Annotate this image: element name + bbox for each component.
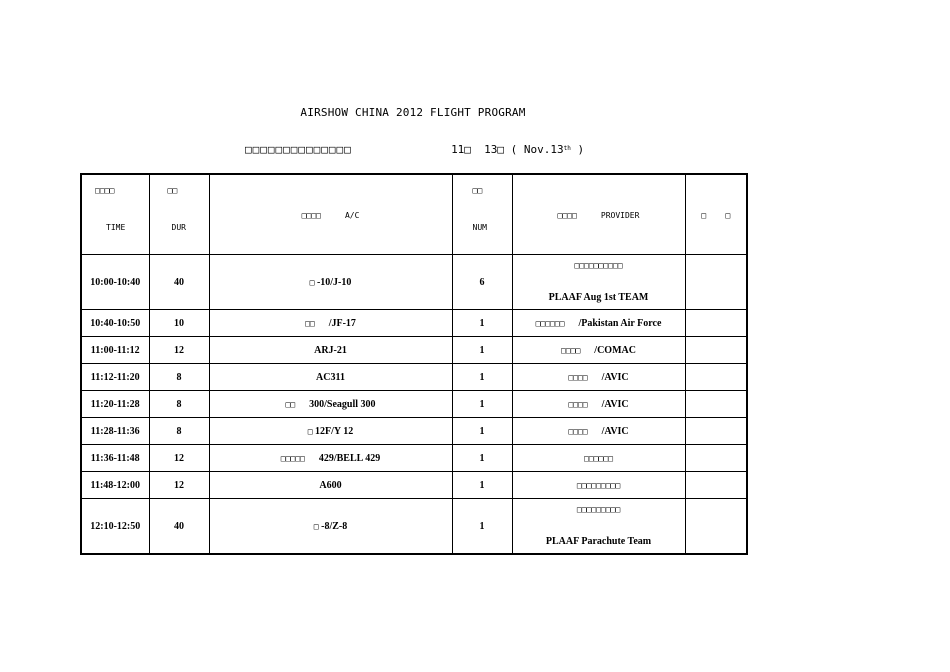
- table-row: [81, 255, 747, 310]
- row-number: 1: [452, 445, 512, 472]
- program-date: 11□ 13□ ( Nov.13: [451, 143, 564, 156]
- row-remark: [685, 472, 747, 499]
- provider-en: /COMAC: [594, 344, 636, 356]
- aircraft-en: 300/Seagull 300: [309, 398, 376, 410]
- row-duration: 10: [149, 310, 209, 337]
- aircraft-en: /JF-17: [328, 317, 356, 329]
- header-provider: [512, 174, 685, 255]
- row-aircraft: [209, 391, 452, 418]
- header-provider-label: □□□□ PROVIDER: [557, 211, 640, 220]
- row-remark: [685, 499, 747, 555]
- row-number: 1: [452, 337, 512, 364]
- row-remark: [685, 445, 747, 472]
- provider-cn: □□□□□□: [535, 318, 565, 328]
- row-remark: [685, 337, 747, 364]
- provider-cn: □□□□□□: [584, 453, 613, 463]
- table-row: [81, 364, 747, 391]
- header-num-cn: □□: [472, 186, 483, 195]
- header-remark-label: □ □: [701, 211, 731, 220]
- row-time: 10:40-10:50: [81, 310, 149, 337]
- row-aircraft: [209, 499, 452, 555]
- date-suffix: th: [563, 145, 571, 152]
- row-remark: [685, 310, 747, 337]
- row-aircraft: [209, 445, 452, 472]
- aircraft-en: -10/J-10: [316, 276, 352, 288]
- row-provider: [512, 337, 685, 364]
- table-row: [81, 391, 747, 418]
- header-duration: [149, 174, 209, 255]
- row-time: 12:10-12:50: [81, 499, 149, 555]
- row-provider: [512, 310, 685, 337]
- header-num-en: NUM: [472, 223, 487, 232]
- row-provider: [512, 364, 685, 391]
- aircraft-cn: □□: [305, 318, 315, 328]
- row-provider: [512, 472, 685, 499]
- provider-cn: □□□□: [568, 372, 588, 382]
- provider-cn: □□□□□□□□□□: [574, 261, 623, 270]
- header-dur-cn: □□: [167, 186, 178, 195]
- aircraft-cn: □: [307, 426, 313, 436]
- aircraft-cn: □: [309, 277, 315, 287]
- row-duration: 40: [149, 255, 209, 310]
- header-ac-label: □□□□ A/C: [301, 211, 360, 220]
- row-time: 11:48-12:00: [81, 472, 149, 499]
- provider-en: /AVIC: [601, 371, 629, 383]
- table-row: [81, 310, 747, 337]
- row-aircraft: [209, 472, 452, 499]
- header-time-cn: □□□□: [95, 186, 115, 195]
- row-duration: 8: [149, 364, 209, 391]
- table-row: [81, 499, 747, 555]
- row-remark: [685, 255, 747, 310]
- date-close: ): [570, 143, 585, 156]
- table-header-row: [81, 174, 747, 255]
- row-provider: [512, 445, 685, 472]
- row-duration: 12: [149, 445, 209, 472]
- table-row: [81, 472, 747, 499]
- table-row: [81, 445, 747, 472]
- row-aircraft: [209, 255, 452, 310]
- row-remark: [685, 418, 747, 445]
- provider-en: PLAAF Aug 1st TEAM: [548, 292, 649, 303]
- header-dur-en: DUR: [171, 223, 186, 232]
- provider-en: /Pakistan Air Force: [578, 317, 662, 329]
- row-duration: 12: [149, 337, 209, 364]
- row-number: 1: [452, 364, 512, 391]
- row-number: 1: [452, 391, 512, 418]
- row-remark: [685, 364, 747, 391]
- provider-cn: □□□□: [568, 399, 588, 409]
- row-aircraft: [209, 310, 452, 337]
- row-provider: [512, 499, 685, 555]
- row-provider: [512, 418, 685, 445]
- provider-en: /AVIC: [601, 425, 629, 437]
- row-number: 1: [452, 499, 512, 555]
- row-duration: 8: [149, 418, 209, 445]
- row-time: 11:36-11:48: [81, 445, 149, 472]
- row-duration: 12: [149, 472, 209, 499]
- row-provider: [512, 391, 685, 418]
- row-number: 6: [452, 255, 512, 310]
- provider-en: PLAAF Parachute Team: [545, 536, 652, 547]
- row-time: 11:20-11:28: [81, 391, 149, 418]
- aircraft-en: 12F/Y 12: [315, 425, 354, 437]
- provider-cn: □□□□: [561, 345, 581, 355]
- row-duration: 40: [149, 499, 209, 555]
- row-time: 11:12-11:20: [81, 364, 149, 391]
- header-remark: [685, 174, 747, 255]
- aircraft-en: A600: [319, 479, 342, 491]
- aircraft-en: 429/BELL 429: [318, 452, 381, 464]
- aircraft-cn: □: [313, 521, 319, 531]
- venue-label: □□□□□□□□□□□□□□: [245, 143, 352, 156]
- aircraft-en: ARJ-21: [314, 344, 347, 356]
- row-time: 11:00-11:12: [81, 337, 149, 364]
- aircraft-cn: □□□□□: [280, 453, 305, 463]
- row-number: 1: [452, 472, 512, 499]
- row-aircraft: [209, 418, 452, 445]
- row-number: 1: [452, 418, 512, 445]
- row-time: 11:28-11:36: [81, 418, 149, 445]
- provider-cn: □□□□: [568, 426, 588, 436]
- row-remark: [685, 391, 747, 418]
- row-duration: 8: [149, 391, 209, 418]
- header-number: [452, 174, 512, 255]
- row-number: 1: [452, 310, 512, 337]
- header-time-en: TIME: [106, 223, 126, 232]
- program-date-line: [245, 143, 584, 156]
- row-provider: [512, 255, 685, 310]
- aircraft-cn: □□: [285, 399, 296, 409]
- table-row: [81, 418, 747, 445]
- table-row: [81, 337, 747, 364]
- aircraft-en: -8/Z-8: [321, 520, 348, 532]
- program-title: AIRSHOW CHINA 2012 FLIGHT PROGRAM: [300, 106, 526, 119]
- header-aircraft: [209, 174, 452, 255]
- row-aircraft: [209, 337, 452, 364]
- row-aircraft: [209, 364, 452, 391]
- provider-en: /AVIC: [601, 398, 629, 410]
- provider-cn: □□□□□□□□□: [576, 480, 621, 490]
- header-time: [81, 174, 149, 255]
- row-time: 10:00-10:40: [81, 255, 149, 310]
- flight-program-table: [80, 173, 748, 555]
- aircraft-en: AC311: [316, 371, 345, 383]
- provider-cn: □□□□□□□□□: [576, 505, 621, 514]
